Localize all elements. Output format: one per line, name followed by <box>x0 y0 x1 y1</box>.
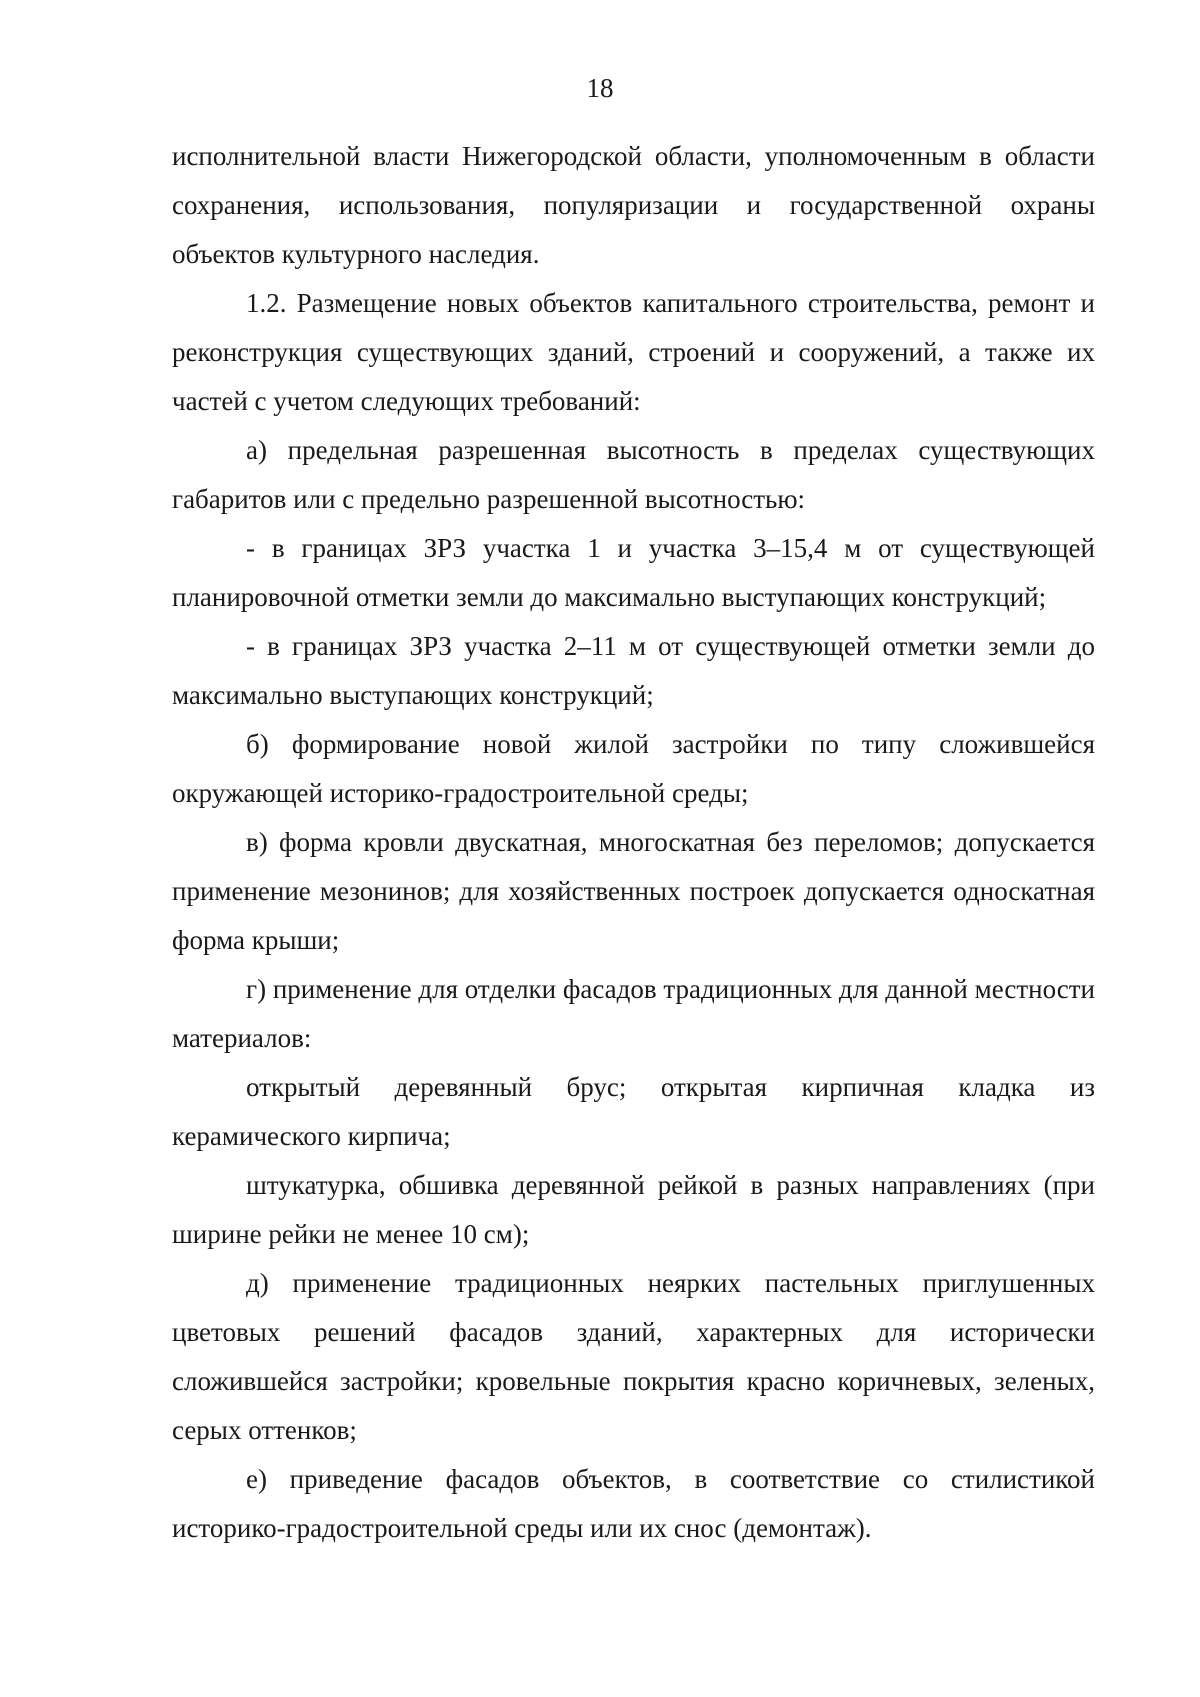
paragraph-zone-1-3: - в границах ЗРЗ участка 1 и участка 3–15,4 м от существующей планировочной отметки земли до максимально выступающих конструкций; <box>172 533 1095 612</box>
paragraph-1-2: 1.2. Размещение новых объектов капитального строительства, ремонт и реконструкция существующих зданий, строений и сооружений, а также их частей с учетом следующих требований: <box>172 288 1095 416</box>
paragraph-item-d: д) применение традиционных неярких пастельных приглушенных цветовых решений фасадов зданий, характерных для исторически сложившейся застройки; кровельные покрытия красно коричневых, зеленых, серых оттенков; <box>172 1268 1095 1445</box>
paragraph-item-g: г) применение для отделки фасадов традиционных для данной местности материалов: <box>172 974 1095 1053</box>
paragraph-material-brick: открытый деревянный брус; открытая кирпичная кладка из керамического кирпича; <box>172 1072 1095 1151</box>
paragraph-zone-2: - в границах ЗРЗ участка 2–11 м от существующей отметки земли до максимально выступающих конструкций; <box>172 631 1095 710</box>
paragraph-item-b: б) формирование новой жилой застройки по типу сложившейся окружающей историко-градостроительной среды; <box>172 729 1095 808</box>
paragraph-item-e: е) приведение фасадов объектов, в соответствие со стилистикой историко-градостроительной среды или их снос (демонтаж). <box>172 1464 1095 1543</box>
paragraph-item-v: в) форма кровли двускатная, многоскатная без переломов; допускается применение мезонинов; для хозяйственных построек допускается односкатная форма крыши; <box>172 827 1095 955</box>
page-number: 18 <box>586 73 614 103</box>
paragraph-item-a: а) предельная разрешенная высотность в пределах существующих габаритов или с предельно разрешенной высотностью: <box>172 435 1095 514</box>
paragraph-continuation: исполнительной власти Нижегородской области, уполномоченным в области сохранения, использования, популяризации и государственной охраны объектов культурного наследия. <box>172 141 1095 269</box>
paragraph-material-plaster: штукатурка, обшивка деревянной рейкой в разных направлениях (при ширине рейки не менее 10 см); <box>172 1170 1095 1249</box>
document-body <box>172 132 1095 1553</box>
